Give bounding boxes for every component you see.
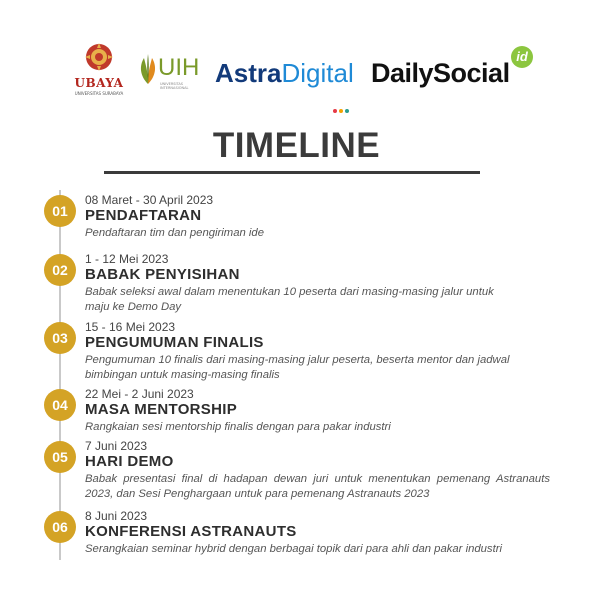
step-title: PENGUMUMAN FINALIS	[85, 334, 264, 351]
ubaya-name: UBAYA	[74, 76, 124, 90]
step-title: BABAK PENYISIHAN	[85, 266, 240, 283]
step-number-badge: 01	[44, 195, 76, 227]
step-date: 22 Mei - 2 Juni 2023	[85, 387, 194, 401]
timeline-line	[59, 190, 61, 560]
astra-text: Astra	[215, 58, 282, 88]
step-title: KONFERENSI ASTRANAUTS	[85, 523, 297, 540]
step-description: Babak presentasi final di hadapan dewan juri untuk menentukan pemenang Astranauts 2023, dan Sesi Penghargaan untuk para pemenang Astranauts 2023	[85, 473, 550, 500]
ubaya-logo	[70, 42, 128, 100]
step-date: 08 Maret - 30 April 2023	[85, 193, 214, 207]
step-date: 1 - 12 Mei 2023	[85, 252, 169, 266]
dailysocial-id-badge: id	[511, 46, 533, 68]
step-description: Babak seleksi awal dalam menentukan 10 peserta dari masing-masing jalur untuk maju ke Demo Day	[85, 286, 494, 313]
step-number-badge: 05	[44, 441, 76, 473]
dailysocial-name: DailySocial	[371, 58, 510, 88]
uih-sub: UNIVERSITAS INTERNASIONAL	[160, 82, 189, 90]
astradigital-logo	[215, 58, 354, 89]
uih-name: UIH	[158, 54, 200, 81]
title-underline	[104, 171, 480, 174]
ubaya-sub: UNIVERSITAS SURABAYA	[74, 91, 124, 96]
step-date: 8 Juni 2023	[85, 509, 148, 523]
ubaya-emblem-icon	[84, 42, 114, 72]
step-number-badge: 04	[44, 389, 76, 421]
step-title: HARI DEMO	[85, 453, 174, 470]
dailysocial-logo	[371, 58, 510, 89]
step-description: Rangkaian sesi mentorship finalis dengan para pakar industri	[85, 421, 391, 433]
step-number-badge: 03	[44, 322, 76, 354]
step-title: PENDAFTARAN	[85, 207, 202, 224]
step-number-badge: 02	[44, 254, 76, 286]
step-description: Serangkaian seminar hybrid dengan berbagai topik dari para ahli dan pakar industri	[85, 543, 502, 555]
step-description: Pendaftaran tim dan pengiriman ide	[85, 227, 264, 239]
partner-logos	[0, 38, 593, 108]
page-title: TIMELINE	[212, 126, 381, 165]
step-number-badge: 06	[44, 511, 76, 543]
step-title: MASA MENTORSHIP	[85, 401, 238, 418]
step-date: 7 Juni 2023	[85, 439, 148, 453]
digital-text: Digital	[281, 58, 354, 88]
step-description: Pengumuman 10 finalis dari masing-masing jalur peserta, beserta mentor dan jadwal bimbingan untuk masing-masing finalis	[85, 354, 510, 381]
step-date: 15 - 16 Mei 2023	[85, 320, 176, 334]
uih-logo	[136, 52, 206, 92]
uih-leaf-icon	[136, 52, 160, 86]
